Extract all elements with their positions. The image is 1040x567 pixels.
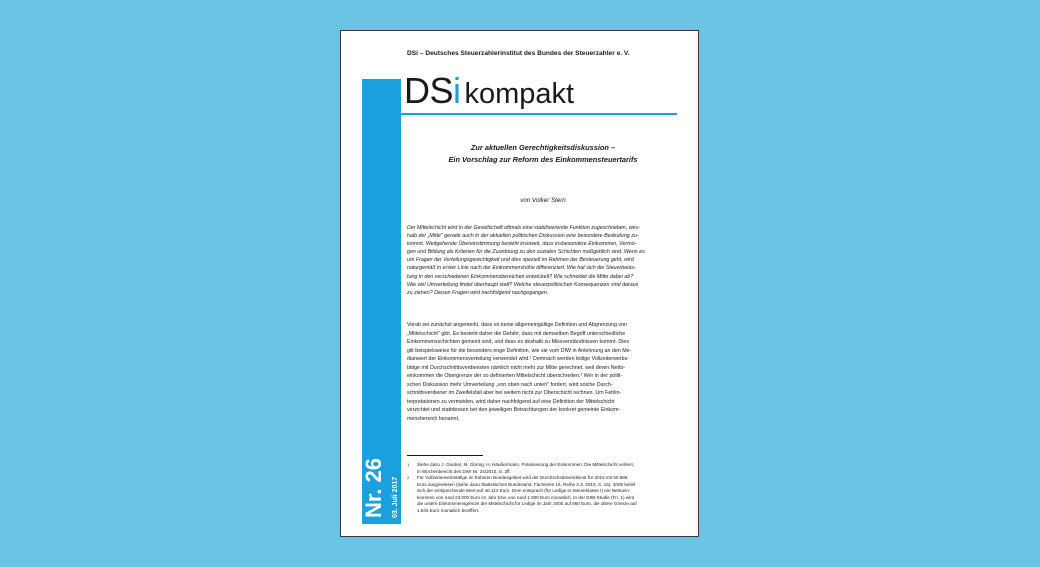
logo-i: i [453, 70, 461, 111]
body-line: tätige mit Durchschnittsverdiensten nämlich nicht mehr zur Mitte gerechnet, weil deren Netto- [407, 364, 626, 371]
abstract-line: naturgemäß in erster Linie nach der Einkommenshöhe differenziert. Wie hat sich die Steuerbelas- [407, 265, 636, 272]
body-line: Vorab sei zunächst angemerkt, dass es keine allgemeingültige Definition und Abgrenzung von [407, 322, 627, 328]
footnote [407, 475, 679, 514]
footnotes [407, 462, 679, 514]
footnote-line: sich der entsprechende Wert auf 40.114 Euro. Dem entsprach (für Ledige in Steuerklasse I) ein Nettoein- [417, 488, 631, 493]
header-rule [401, 113, 677, 115]
body-line: schnittsverdiener im Zweifelsfall aber bei weitem nicht zur Oberschicht rechnen. Um Fehlin- [407, 390, 622, 396]
body-line: schen Diskussion mehr Umverteilung „von oben nach unten" fordert, wird solche Durch- [407, 381, 613, 388]
footnote [407, 462, 679, 475]
footnote-line: die untere Einkommensgrenze der Mittelschicht für Ledige im Jahr 2005 auf 860 Euro, die obere Grenze auf [417, 501, 637, 506]
body-line: Einkommensschichten gemeint sind, und dass es deshalb zu Missverständnissen kommt. Dies [407, 339, 629, 345]
body-line: einkommen die Obergrenze der so definierten Mittelschicht überschreiten.² Wer in der politi- [407, 373, 623, 379]
institute-name: DSi – Deutsches Steuerzahlerinstitut des Bundes der Steuerzahler e. V. [407, 50, 630, 57]
issue-block [362, 428, 401, 518]
footnote-line: Euro ausgewiesen (siehe dazu Statistisches Bundesamt, Fachserie 16, Reihe 2.3, 2016, S. 15). 2005 belief [417, 481, 636, 487]
title-line-1: Zur aktuellen Gerechtigkeitsdiskussion – [470, 143, 616, 152]
document-page [341, 31, 698, 536]
abstract-line: Wie viel Umverteilung findet überhaupt statt? Welche steuerpolitischen Konsequenzen sind daraus [407, 281, 639, 288]
abstract-line: Der Mittelschicht wird in der Gesellschaft oftmals eine stabilisierende Funktion zugeschrieben, wes- [407, 225, 640, 231]
footnote-line: in Wochenbericht des DIW Nr. 24/2010, S. 2ff. [417, 468, 511, 474]
issue-date: 03. Juli 2017 [392, 476, 399, 518]
logo-kompakt: kompakt [464, 78, 575, 110]
footnote-line: Siehe dazu J. Goebel, M. Gornig, H. Häußermann, Polarisierung der Einkommen: Die Mittelschicht verliert, [417, 462, 635, 467]
abstract-line: tung in den verschiedenen Einkommensbereichen entwickelt? Wie schneidet die Mitte dabei ab? [407, 273, 634, 280]
footnote-line: 1.844 Euro monatlich beziffert. [417, 507, 480, 513]
body-line: „Mittelschicht" gibt. Es besteht daher die Gefahr, dass mit demselben Begriff unterschiedliche [407, 330, 626, 337]
side-stripe [362, 79, 401, 524]
footnote-line: Für Vollzeiterwerbstätige im früheren Bundesgebiet wird der Durchschnittsverdienst für 2016 mit 50.688 [417, 475, 628, 480]
body-text [407, 321, 677, 423]
author: von Volker Stern [520, 197, 566, 204]
abstract-line: halb der „Mitte" gerade auch in der aktuellen politischen Diskussion eine besondere Bedeutung zu- [407, 233, 639, 240]
body-line: gilt beispielsweise für die besonders enge Definition, wie sie vom DIW in Anlehnung an den Me- [407, 347, 632, 354]
title-line-2: Ein Vorschlag zur Reform des Einkommensteuertarifs [448, 155, 638, 164]
abstract-line: gen und Bildung als Kriterien für die Zuordnung zu den sozialen Schichten maßgeblich sind. Wenn es [407, 249, 645, 256]
footnote-number: 1 [407, 462, 410, 467]
dsi-kompakt-logo [404, 71, 574, 114]
abstract-line: um Fragen der Verteilungsgerechtigkeit und dies speziell im Rahmen der Besteuerung geht, wird [407, 257, 634, 264]
body-line: terpretationen zu vermeiden, wird daher nachfolgend auf eine Definition der Mittelschicht [407, 398, 615, 405]
abstract [407, 224, 677, 297]
footnote-number: 2 [407, 475, 410, 480]
logo-ds: DS [404, 70, 454, 111]
body-line: dianwert der Einkommensverteilung verwendet wird.¹ Demnach werden ledige Vollzeiterwerbs- [407, 356, 629, 362]
issue-number: Nr. 26 [361, 458, 386, 518]
body-line: verzichtet und stattdessen bei den jeweiligen Betrachtungen der konkret gemeinte Einkom- [407, 407, 621, 413]
footnote-line: kommen von rund 23.000 Euro im Jahr bzw. von rund 1.900 Euro monatlich. In der DIW-Studie (Fn. 1) wird [417, 494, 635, 500]
abstract-line: zu ziehen? Diesen Fragen wird nachfolgend nachgegangen. [407, 289, 549, 296]
abstract-line: kommt. Weitgehende Übereinstimmung besteht insoweit, dass insbesondere Einkommen, Vermö- [407, 241, 637, 248]
footnote-rule [407, 455, 483, 456]
body-line: mensbereich benannt. [407, 415, 460, 422]
